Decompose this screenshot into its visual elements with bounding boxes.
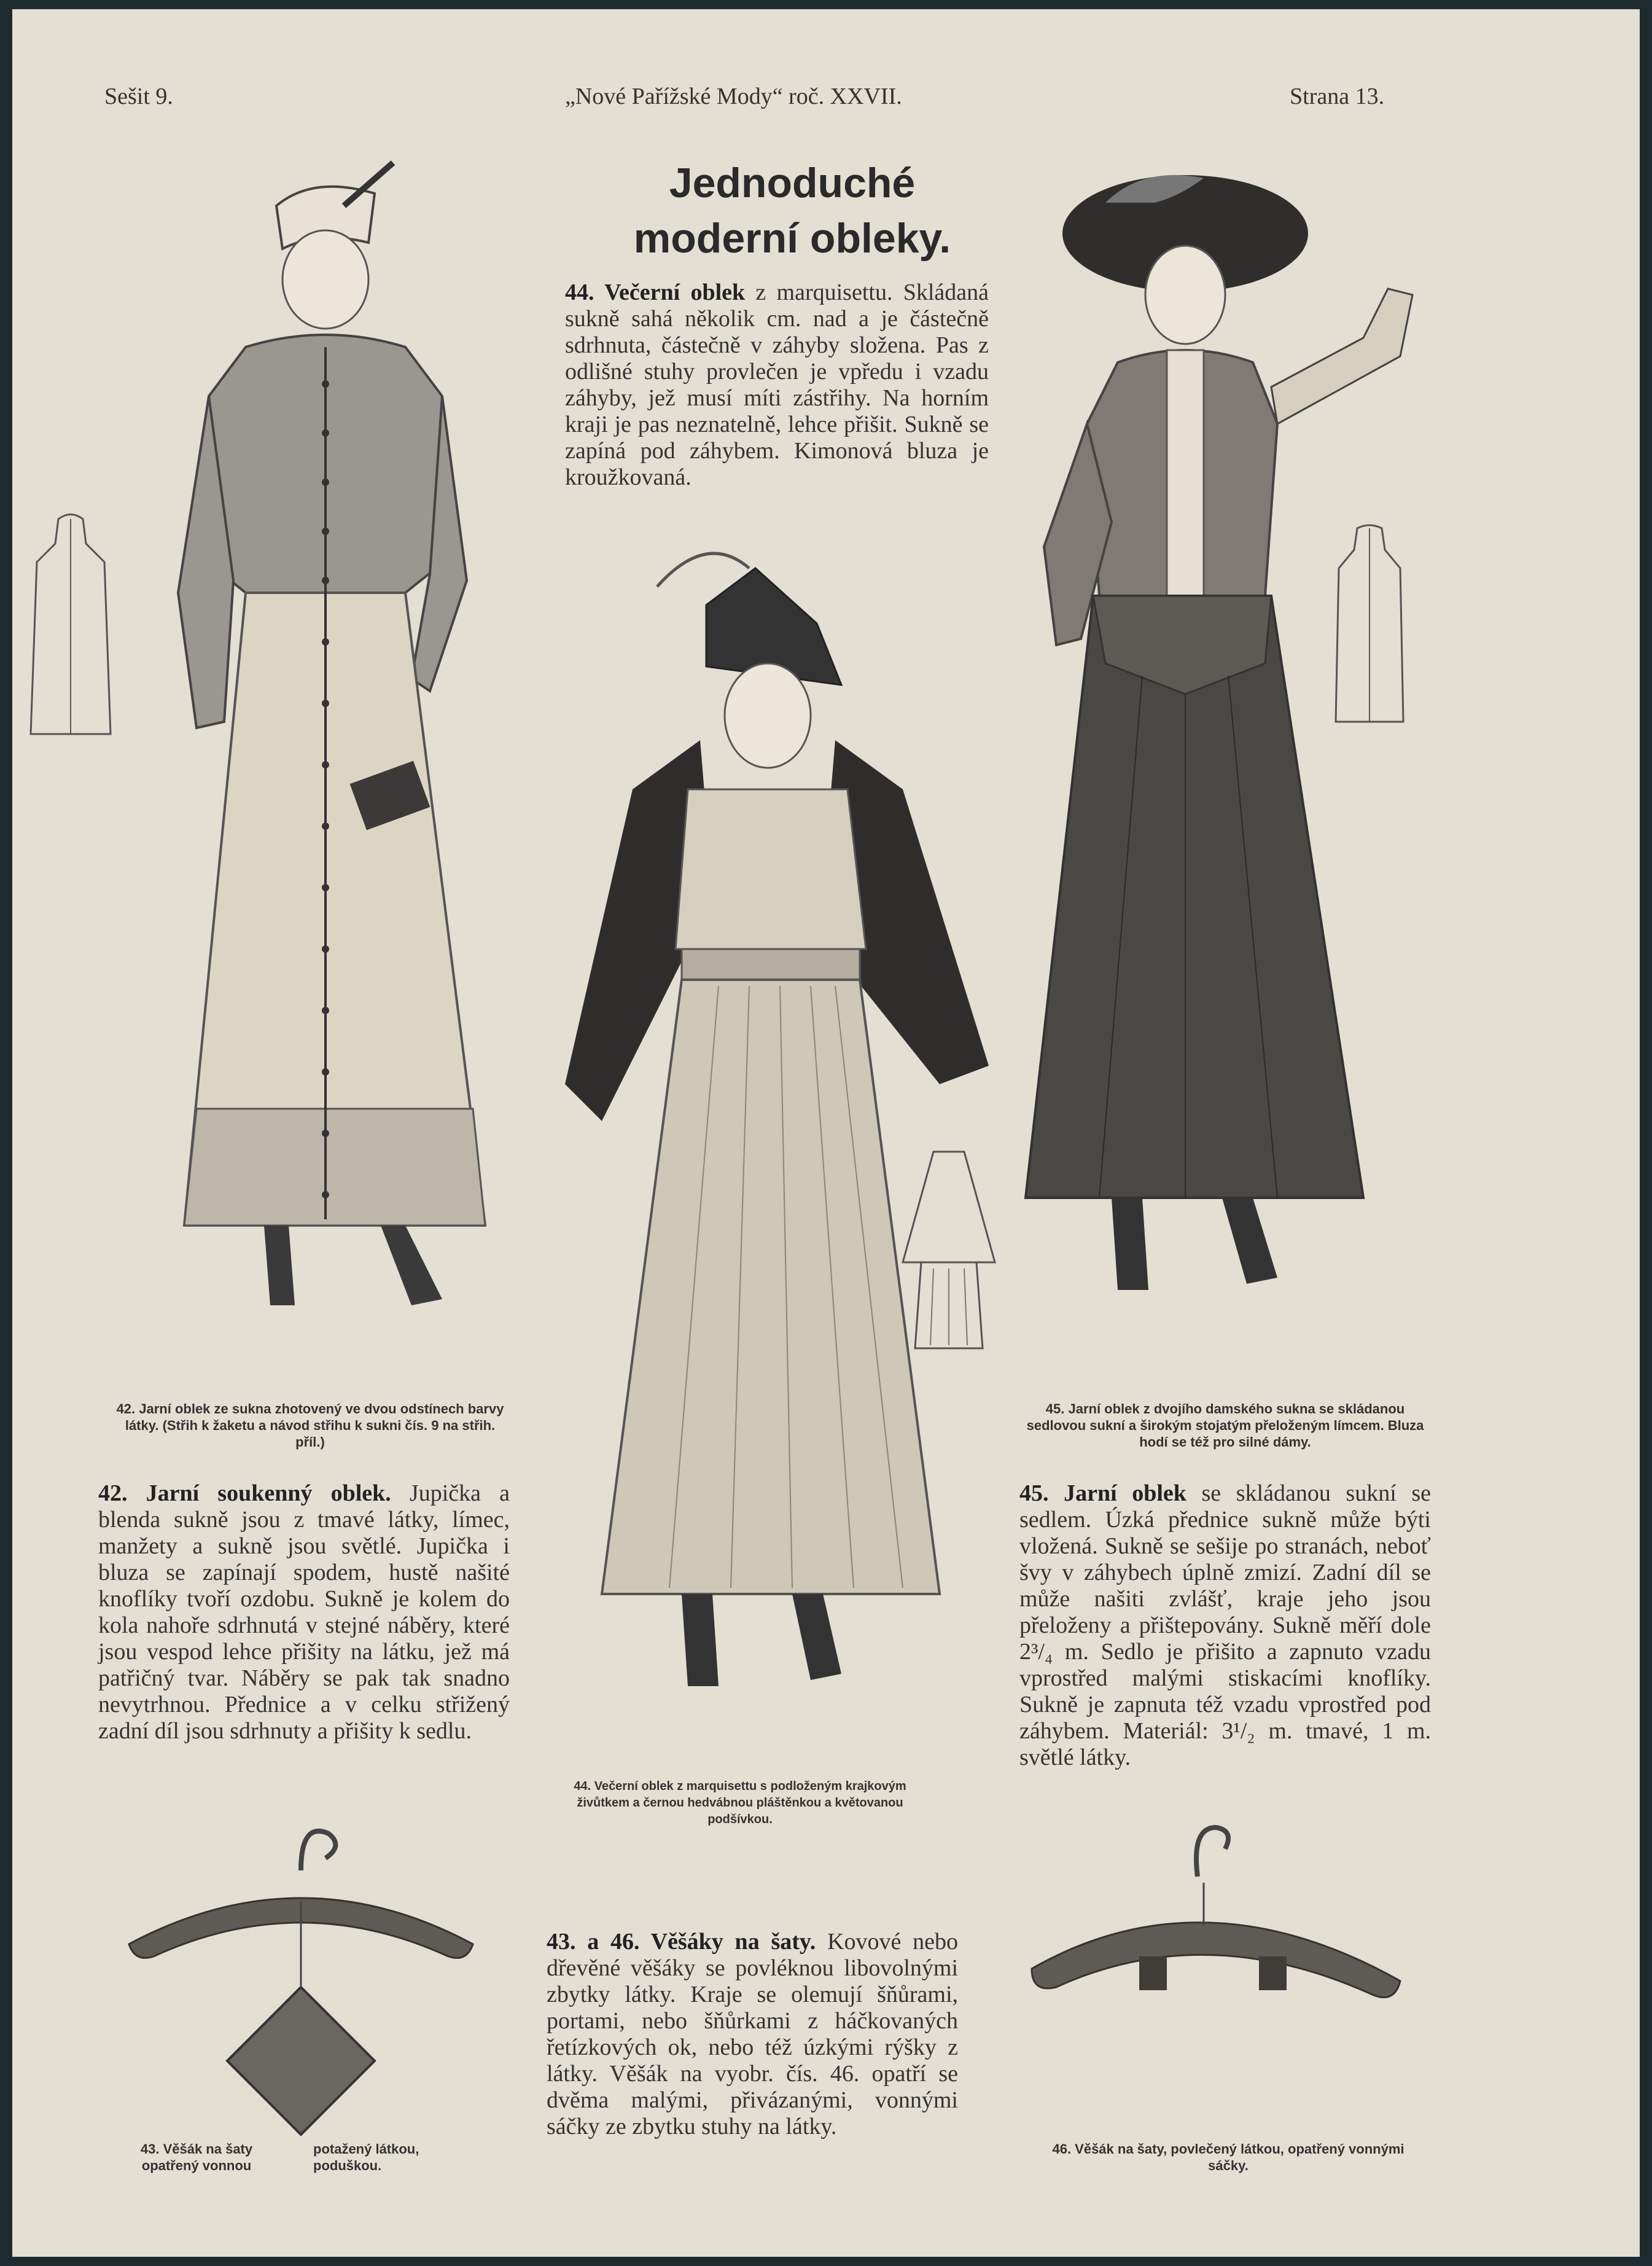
article-45 [1019,1480,1431,1771]
caption-fig-46: 46. Věšák na šaty, povlečený látkou, opatřený vonnými sáčky. [1052,2141,1405,2173]
article-45-lead: 45. Jarní oblek [1019,1480,1186,1506]
article-44 [565,279,989,491]
article-42-lead: 42. Jarní soukenný oblek. [98,1480,391,1506]
figure-43-hanger [117,1803,485,2141]
caption-fig-42: 42. Jarní oblek ze sukna zhotovený ve dvou odstínech barvy látky. (Střih k žaketu a návod střihu k sukni čís. 9 na střih. příl.) [116,1401,504,1450]
article-42 [98,1480,510,1744]
article-44-text: z marquisettu. Skládaná sukně sahá několik cm. nad a je částečně sdrhnuta, částečně v záhyby složena. Pas z odlišné stuhy provlečen je vpředu i vzadu záhyby, jež musí míti zástřihy. Na horním kraji je pas neznatelně, lehce přišit. Sukně se zapíná pod záhybem. Kimonová bluza je kroužkovaná. [565,279,989,490]
article-43-46 [547,1929,958,2140]
article-45-text: se skládanou sukní se sedlem. Úzká přednice sukně může býti vložená. Sukně se sešije po stranách, neboť švy v záhybech úplně zmizí. Zadní díl se může našiti zvlášť, kraje jeho jsou přeloženy a přištepovány. Sukně měří dole 2³/₄ m. Sedlo je přišito a zapnuto vzadu vprostřed malými stiskacími knoflíky. Sukně je zapnuta též vzadu vprostřed pod záhybem. Materiál: 3¹/₂ m. tmavé, 1 m. světlé látky. [1019,1480,1432,1770]
page-title [577,155,1007,266]
title-line-2: moderní obleky. [633,215,951,262]
figure-42-illustration [123,150,553,1330]
title-line-1: Jednoduché [669,160,916,206]
article-44-lead: 44. Večerní oblek [565,279,746,305]
figure-45-back-view [1333,519,1406,728]
article-43-46-text: Kovové nebo dřevěné věšáky se povléknou libovolnými zbytky látky. Kraje se olemují šňůrami, portami, nebo šňůrkami z háčkovaných řetízkových ok, nebo též úzkými rýšky z látky. Věšák na vyobr. čís. 46. opatří se dvěma malými, přivázanými, vonnými sáčky ze zbytku stuhy na látky. [547,1929,958,2139]
caption-fig-43-left: 43. Věšák na šaty opatřený vonnou [140,2141,253,2173]
article-42-text: Jupička a blenda sukně jsou z tmavé látky, límec, manžety a sukně jsou světlé. Jupička i bluza se zapínají spodem, hustě našité knoflíky tvoří ozdobu. Sukně je kolem do kola nahoře sdrhnutá v stejné náběry, které jsou vespod lehce přišity na látku, jež má patřičný tvar. Náběry se pak tak snadno nevytrhnou. Přednice a v celku střižený zadní díl jsou sdrhnuty a přišity k sedlu. [98,1480,510,1744]
figure-45-illustration [1019,154,1425,1321]
caption-fig-45: 45. Jarní oblek z dvojího damského sukna se skládanou sedlovou sukní a širokým stojatým přeloženým límcem. Bluza hodí se též pro silné dámy. [1026,1401,1424,1450]
header-magazine-title: „Nové Pařížské Mody“ roč. XXVII. [565,84,902,109]
magazine-page [12,9,1640,2257]
caption-fig-43-right: potažený látkou, poduškou. [313,2141,419,2173]
figure-42-back-view [25,507,117,740]
figure-44-detail [897,1146,1001,1354]
header-issue: Sešit 9. [104,84,173,109]
article-43-46-lead: 43. a 46. Věšáky na šaty. [547,1929,816,1955]
caption-fig-44: 44. Večerní oblek z marquisettu s podloženým krajkovým živůtkem a černou hedvábnou pláštěnkou a květovanou podšívkou. [574,1780,906,1826]
figure-46-hanger [1019,1803,1412,2110]
header-page-number: Strana 13. [1290,84,1385,109]
